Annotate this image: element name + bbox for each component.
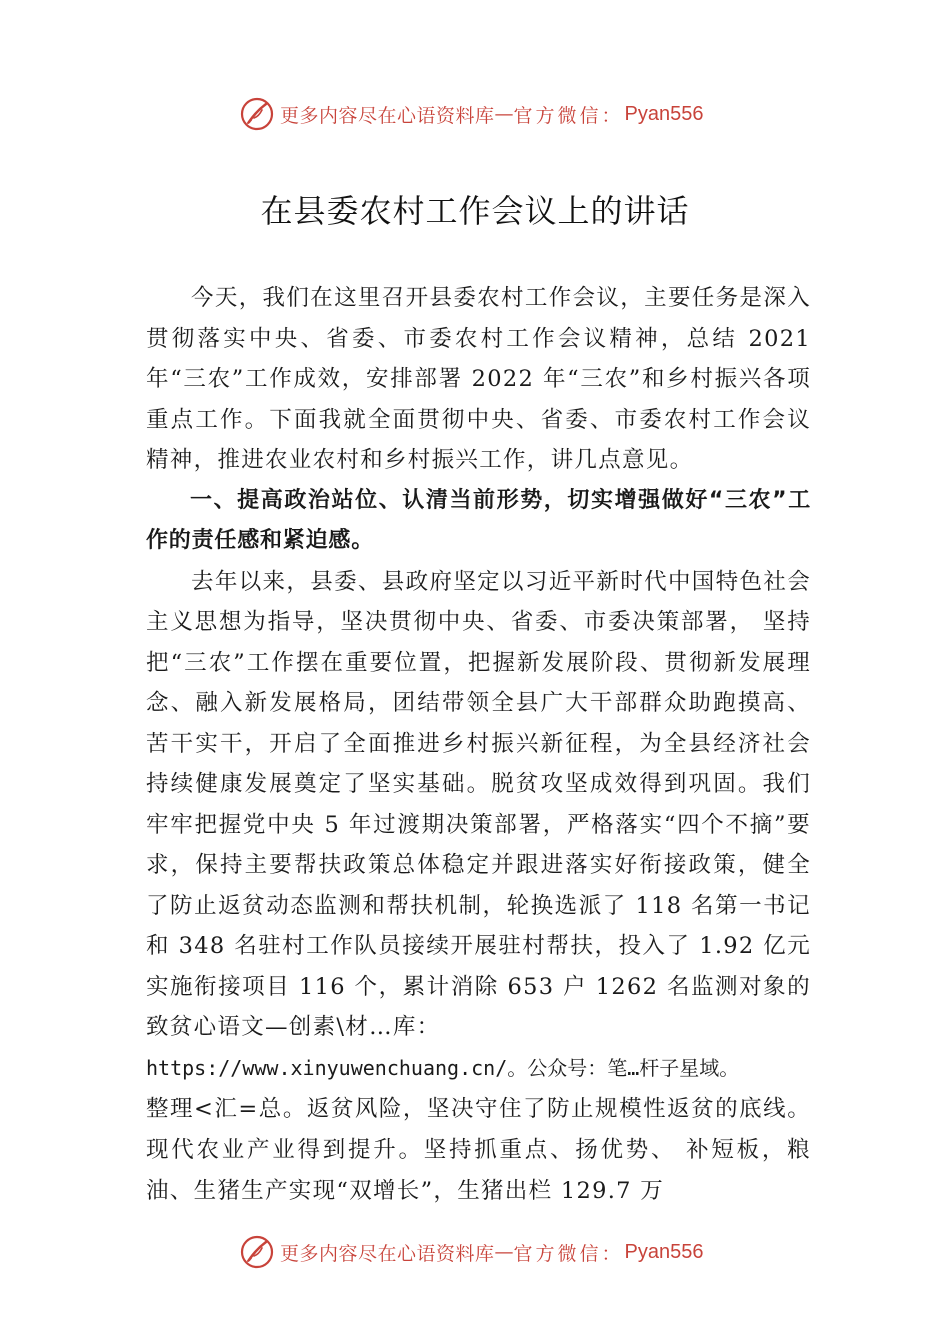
banner-separator: — [494, 1241, 514, 1263]
quill-seal-logo-icon [240, 1235, 274, 1269]
paragraph-intro: 今天，我们在这里召开县委农村工作会议，主要任务是深入贯彻落实中央、省委、市委农村工作会议精神，总结 2021 年“三农”工作成效，安排部署 2022 年“三农”和乡村振兴各项重点工作。下面我就全面贯彻中央、省委、市委农村工作会议精神，推进农业农村和乡村振兴工作，讲几点意见。 [146, 285, 811, 473]
banner-weixin-label: 官方微信 [513, 104, 602, 127]
header-banner [240, 96, 704, 132]
banner-library-text: 更多内容尽在心语资料库 [280, 1242, 495, 1265]
paragraph-url-line: https://www.xinyuwenchuang.cn/。公众号：笔…杆子星域。 [146, 1055, 740, 1080]
document-body [146, 278, 811, 1212]
banner-separator: — [494, 103, 514, 125]
document-title: 在县委农村工作会议上的讲话 [260, 192, 690, 230]
section-heading-1: 一、提高政治站位、认清当前形势，切实增强做好“三农”工作的责任感和紧迫感。 [146, 487, 811, 553]
quill-seal-logo-icon [240, 97, 274, 131]
banner-colon: ： [601, 1242, 621, 1265]
banner-weixin-label: 官方微信 [513, 1242, 602, 1265]
footer-banner [240, 1234, 704, 1270]
paragraph-achievements: 去年以来，县委、县政府坚定以习近平新时代中国特色社会主义思想为指导，坚决贯彻中央、省委、市委决策部署， 坚持把“三农”工作摆在重要位置，把握新发展阶段、贯彻新发展理念、融入新发展格局，团结带领全县广大干部群众助跑摸高、苦干实干，开启了全面推进乡村振兴新征程，为全县经济社会持续健康发展奠定了坚实基础。脱贫攻坚成效得到巩固。我们牢牢把握党中央 5 年过渡期决策部署，严格落实“四个不摘”要求，保持主要帮扶政策总体稳定并跟进落实好衔接政策，健全了防止返贫动态监测和帮扶机制，轮换选派了 118 名第一书记和 348 名驻村工作队员接续开展驻村帮扶，投入了 1.92 亿元实施衔接项目 116 个，累计消除 653 户 1262 名监测对象的致贫心语文—创素\材…库： [146, 568, 811, 1040]
paragraph-continuation: 整理<汇=总。返贫风险，坚决守住了防止规模性返贫的底线。现代农业产业得到提升。坚持抓重点、扬优势、 补短板，粮油、生猪生产实现“双增长”，生猪出栏 129.7 万 [146, 1095, 811, 1204]
banner-weixin-id: Pyan556 [624, 1240, 704, 1263]
banner-weixin-id: Pyan556 [624, 102, 704, 125]
banner-colon: ： [601, 104, 621, 127]
banner-library-text: 更多内容尽在心语资料库 [280, 104, 495, 127]
